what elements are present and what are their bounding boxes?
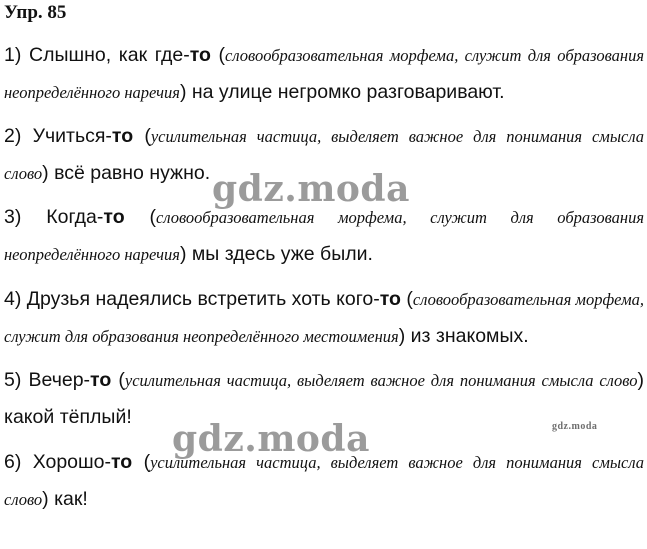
- item-morpheme: то: [189, 44, 211, 66]
- item-comment: усилительная частица, выделяет важное для понимания смысла слово: [4, 453, 644, 509]
- item-open-paren: (: [400, 288, 413, 310]
- item-text-before: Друзья надеялись встретить хоть кого-: [26, 288, 380, 310]
- item-open-paren: (: [111, 369, 125, 391]
- item-number: 5): [4, 369, 22, 391]
- item-text-before: Учиться-: [32, 125, 112, 147]
- item-text-after: ) мы здесь уже были.: [179, 243, 373, 265]
- item-morpheme: то: [103, 206, 125, 228]
- item-number: 3): [4, 206, 22, 228]
- item-number: 1): [4, 44, 22, 66]
- item-open-paren: (: [133, 125, 151, 147]
- item-text-before: Вечер-: [28, 369, 91, 391]
- watermark-logo: gdz.moda: [212, 168, 410, 210]
- item-morpheme: то: [90, 369, 112, 391]
- item-open-paren: (: [210, 44, 226, 66]
- item-text-before: Хорошо-: [32, 451, 112, 473]
- watermark-logo: gdz.moda: [172, 418, 370, 460]
- item-comment: усилительная частица, выделяет важное для понимания смысла слово: [4, 127, 644, 183]
- item-comment: усилительная частица, выделяет важное для понимания смысла слово: [124, 371, 638, 390]
- item-morpheme: то: [379, 288, 401, 310]
- item-text-before: Слышно, как где-: [28, 44, 190, 66]
- exercise-item-1: [4, 37, 644, 111]
- exercise-item-4: [4, 281, 644, 355]
- item-comment: словообразовательная морфема, служит для образования неопределённого местоимения: [4, 290, 644, 346]
- item-text-after: ) на улице негромко разговаривают.: [179, 81, 505, 103]
- item-open-paren: (: [124, 206, 157, 228]
- item-text-after: ) всё равно нужно.: [42, 162, 211, 184]
- item-text-before: Когда-: [46, 206, 104, 228]
- item-text-after: ) из знакомых.: [398, 325, 529, 347]
- exercise-title: Упр. 85: [4, 2, 67, 23]
- item-morpheme: то: [111, 125, 134, 147]
- item-number: 4): [4, 288, 22, 310]
- item-text-after: ) как!: [42, 488, 88, 510]
- item-open-paren: (: [132, 451, 151, 473]
- item-number: 2): [4, 125, 22, 147]
- item-comment: словообразовательная морфема, служит для образования неопределённого наречия: [4, 46, 644, 102]
- item-morpheme: то: [111, 451, 133, 473]
- item-number: 6): [4, 451, 22, 473]
- exercise-item-3: [4, 199, 644, 273]
- item-text-after: ) какой тёплый!: [4, 369, 644, 428]
- item-comment: словообразовательная морфема, служит для образования неопределённого наречия: [4, 208, 644, 264]
- watermark-small: gdz.moda: [552, 421, 598, 432]
